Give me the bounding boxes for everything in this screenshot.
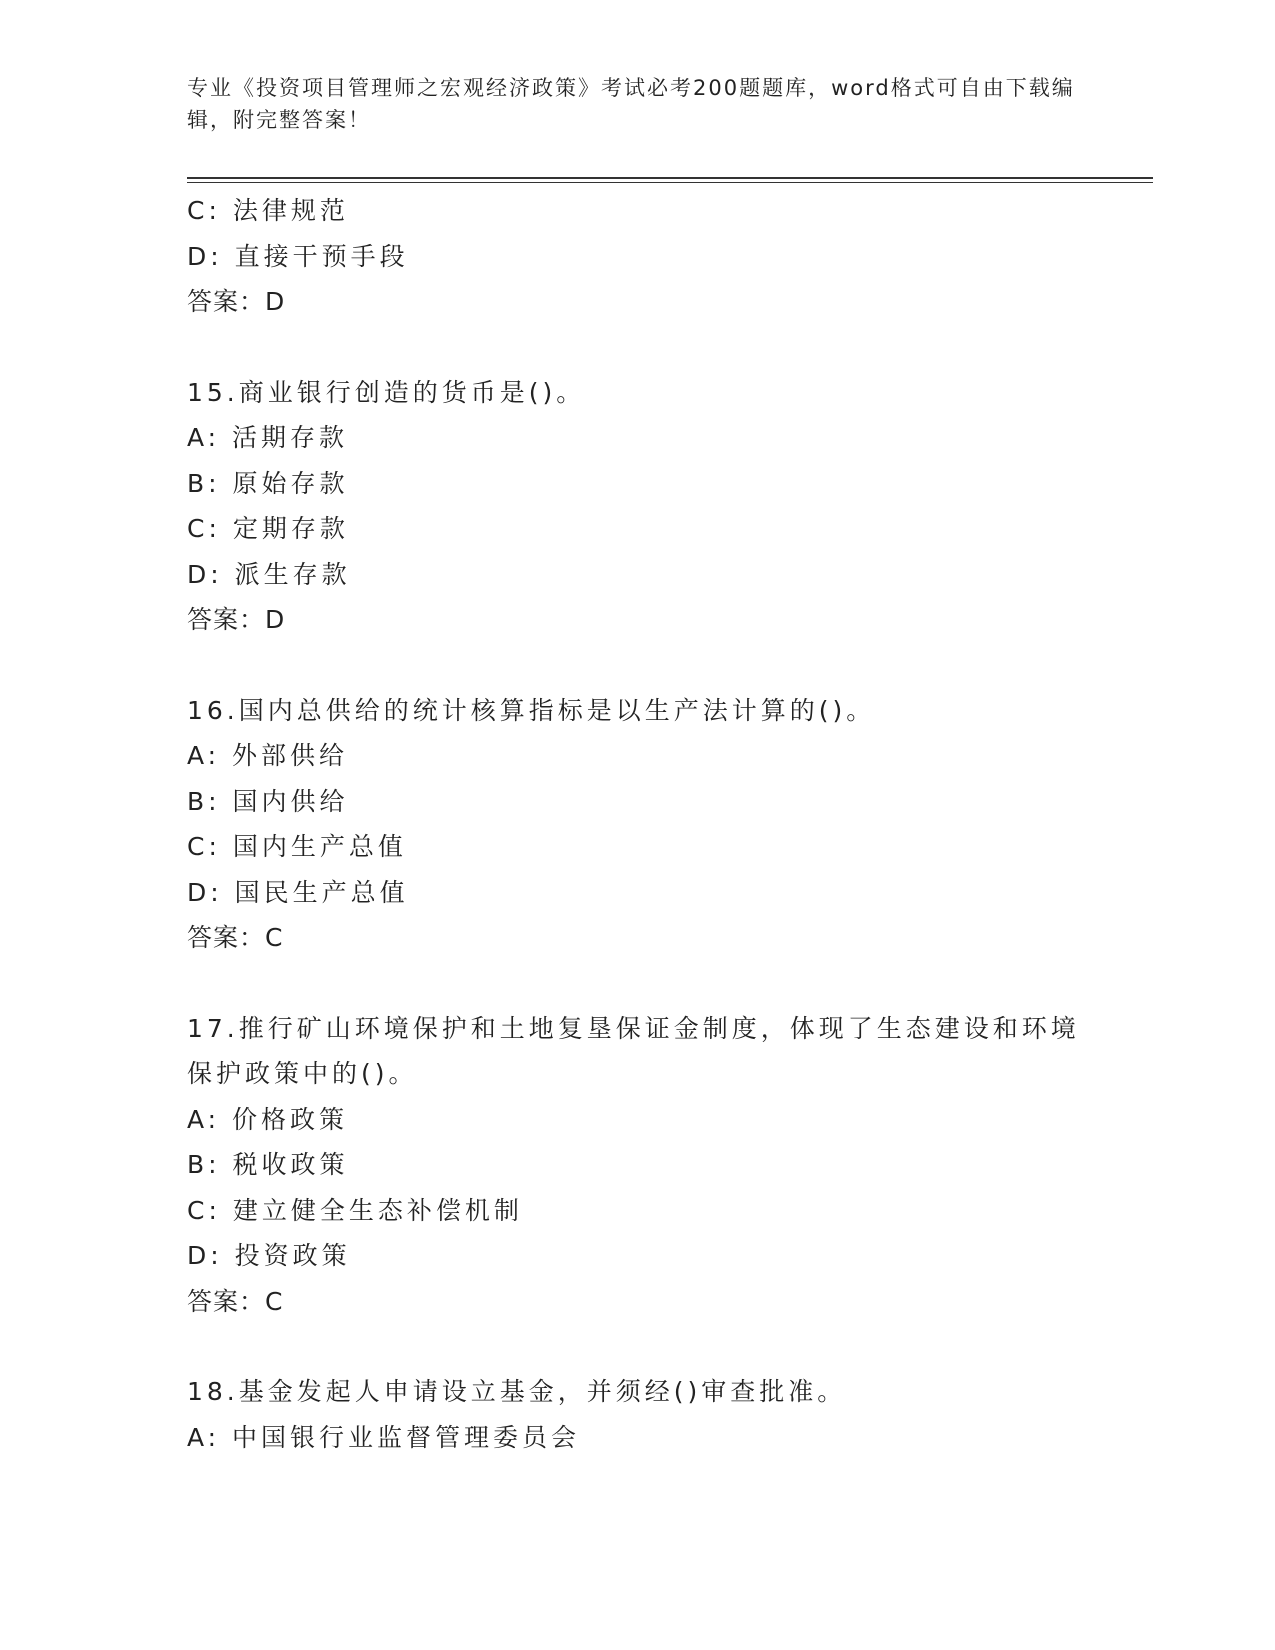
question-15: [187, 370, 1087, 643]
header-rule-thick: [187, 177, 1153, 179]
option-c: C: 法律规范: [187, 196, 349, 225]
document-header: 专业《投资项目管理师之宏观经济政策》考试必考200题题库，word格式可自由下载编辑，附完整答案！: [187, 76, 1075, 132]
option-a: A: 价格政策: [187, 1104, 349, 1134]
option-d: D: 直接干预手段: [187, 241, 409, 271]
question-17: [187, 1006, 1087, 1325]
question-text: 16.国内总供给的统计核算指标是以生产法计算的()。: [187, 695, 876, 725]
question-text: 18.基金发起人申请设立基金，并须经()审查批准。: [187, 1377, 847, 1406]
question-text: 17.推行矿山环境保护和土地复垦保证金制度，体现了生态建设和环境保护政策中的()。: [187, 1013, 1080, 1088]
header-rule-thin: [187, 182, 1153, 183]
answer: 答案：D: [187, 605, 286, 634]
option-d: D: 国民生产总值: [187, 877, 409, 907]
answer: 答案：C: [187, 1286, 284, 1316]
question-16: [187, 688, 1087, 961]
question-list: [187, 188, 1087, 1460]
question-18: [187, 1369, 1087, 1460]
option-d: D: 投资政策: [187, 1241, 351, 1270]
option-a: A: 中国银行业监督管理委员会: [187, 1422, 581, 1452]
option-a: A: 外部供给: [187, 741, 349, 770]
option-b: B: 税收政策: [187, 1150, 349, 1179]
option-a: A: 活期存款: [187, 423, 349, 452]
answer: 答案：C: [187, 923, 284, 952]
question-text: 15.商业银行创造的货币是()。: [187, 377, 586, 407]
option-c: C: 建立健全生态补偿机制: [187, 1195, 523, 1225]
option-d: D: 派生存款: [187, 559, 351, 589]
option-c: C: 定期存款: [187, 514, 349, 543]
answer: 答案：D: [187, 287, 286, 316]
question-partial: [187, 188, 1087, 325]
option-b: B: 国内供给: [187, 786, 349, 816]
option-c: C: 国内生产总值: [187, 832, 407, 861]
option-b: B: 原始存款: [187, 468, 349, 498]
